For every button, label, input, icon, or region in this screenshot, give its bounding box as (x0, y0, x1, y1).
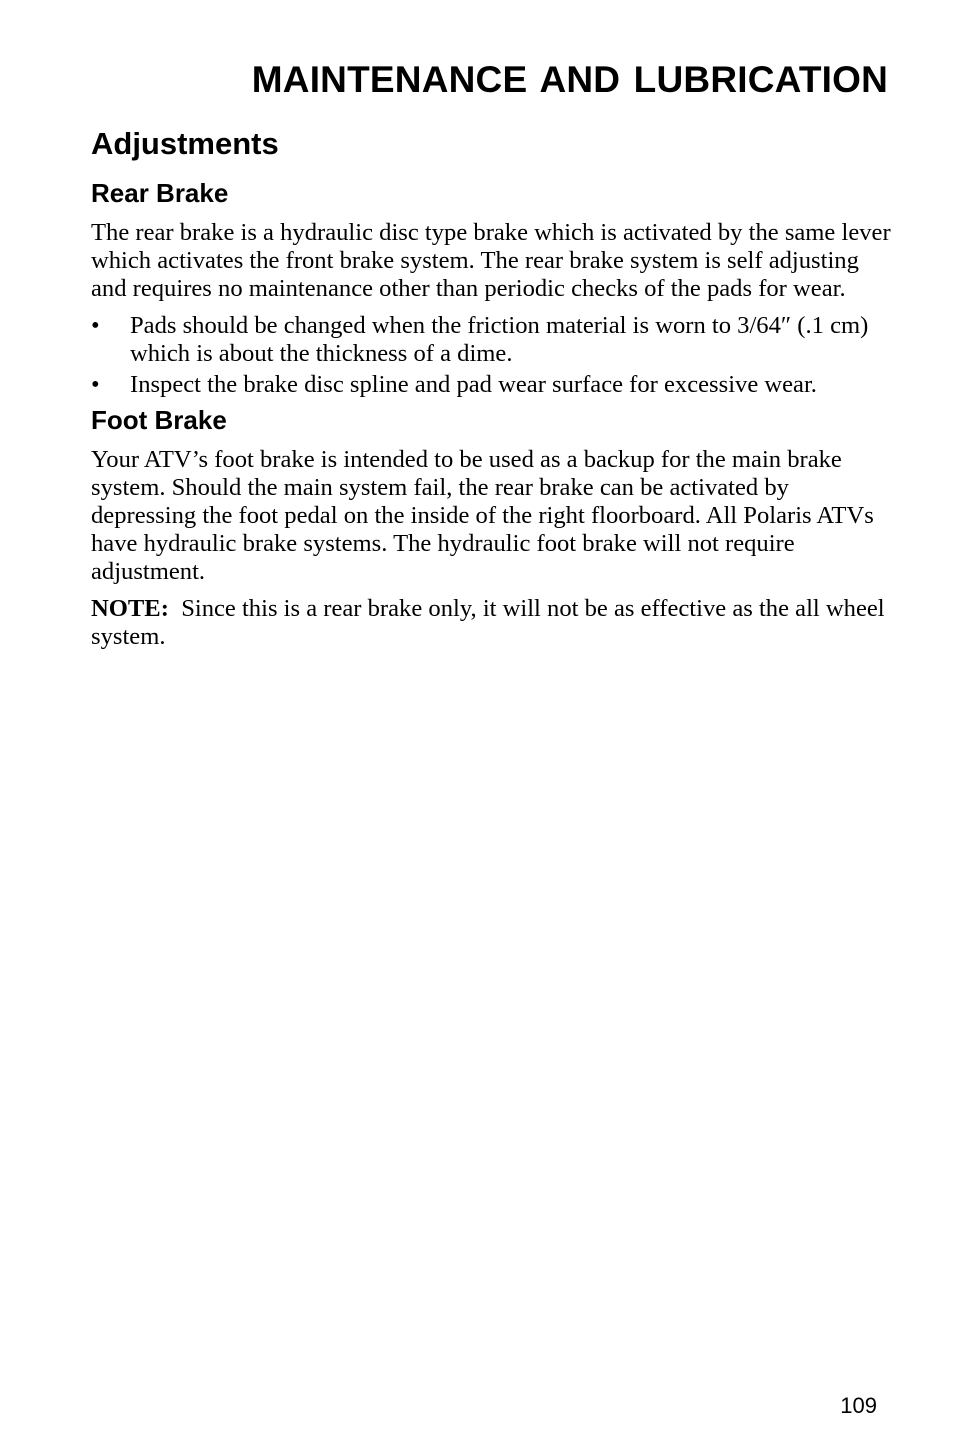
note-label: NOTE: (91, 595, 169, 622)
rear-brake-paragraph: The rear brake is a hydraulic disc type brake which is activated by the same lever which activates the front brake system. The rear brake system is self adjusting and requires no maintenance other than periodic checks of the pads for wear. (91, 219, 891, 302)
note-paragraph (91, 595, 891, 651)
subsection-title-foot-brake: Foot Brake (91, 405, 227, 435)
bullet-text-inspect: Inspect the brake disc spline and pad wear surface for excessive wear. (130, 371, 817, 398)
page-number: 109 (840, 1393, 877, 1418)
section-title-adjustments: Adjustments (91, 126, 279, 161)
page-content (91, 176, 891, 651)
bullet-icon: • (91, 312, 100, 339)
foot-brake-paragraph: Your ATV’s foot brake is intended to be used as a backup for the main brake system. Should the main system fail, the rear brake can be activated by depressing the foot pedal on the inside of the right floorboard. All Polaris ATVs have hydraulic brake systems. The hydraulic foot brake will not require adjustment. (91, 446, 874, 585)
bullet-item-pads (91, 312, 891, 368)
page-header-title: MAINTENANCE AND LUBRICATION (251, 59, 888, 100)
bullet-item-inspect (91, 371, 891, 399)
subsection-title-rear-brake: Rear Brake (91, 178, 229, 208)
note-text: Since this is a rear brake only, it will not be as effective as the all wheel system. (91, 595, 885, 650)
rear-brake-bullet-list (91, 312, 891, 399)
bullet-text-pads: Pads should be changed when the friction material is worn to 3/64″ (.1 cm) which is about the thickness of a dime. (130, 312, 869, 367)
bullet-icon: • (91, 371, 100, 398)
